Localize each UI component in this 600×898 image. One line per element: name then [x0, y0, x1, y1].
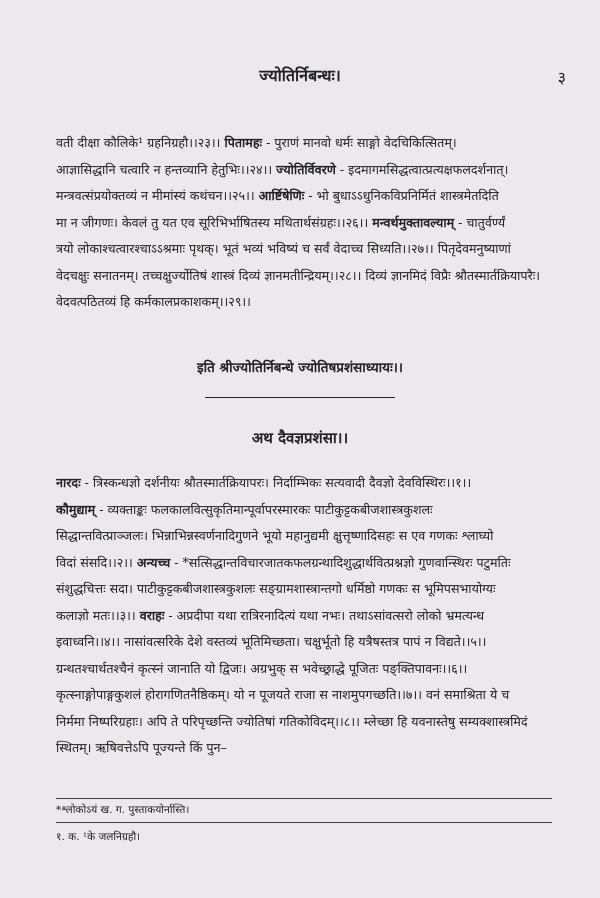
verse-text: आज्ञासिद्धानि चत्वारि न हन्तव्यानि हेतुभिः।।२४।।	[56, 161, 277, 177]
verse-text: - पुराणं मानवो धर्मः साङ्गो वेदचिकित्सितम्।	[262, 135, 457, 150]
text-line	[56, 656, 552, 683]
text-line	[56, 735, 552, 762]
source-label: अन्यच्च	[136, 554, 171, 570]
verse-text: - इदमागमसिद्धत्वात्प्रत्यक्षफलदर्शनात्।	[335, 161, 509, 177]
text-line	[56, 210, 552, 237]
running-title: ज्योतिर्निबन्धः।	[259, 66, 341, 85]
text-line	[56, 576, 552, 603]
source-label: वराहः	[139, 607, 165, 623]
verse-text: वेदचक्षुः सनातनम्। तच्चक्षुर्ज्योतिषं शास्त्रं दिव्यं ज्ञानमतीन्द्रियम्।।२८।। दिव्यं ज्ञानमिदं विप्रैः श्रौतस्मार्तक्रियापरैः।	[56, 267, 541, 283]
verse-text: - अप्रदीपा यथा रात्रिरनादित्यं यथा नभः। तथाऽसांवत्सरो लोको भ्रमत्यन्ध	[164, 607, 485, 623]
page-number: ३	[557, 68, 566, 87]
footnote-rule	[56, 822, 552, 823]
text-line	[56, 550, 552, 577]
verse-text: - त्रिस्कन्धज्ञो दर्शनीयः श्रौतस्मार्तक्रियापरः। निर्दाम्भिकः सत्यवादी दैवज्ञो देवविस्थिरः।।१।।	[80, 475, 472, 490]
verse-text: ग्रन्थतश्चार्थतश्चैनं कृत्स्नं जानाति यो द्विजः। अग्रभुक् स भवेच्छ्राद्धे पूजितः पङ्क्तिपावनः।।६।।	[56, 660, 468, 676]
verse-text: स्थितम्। ऋषिवत्तेऽपि पूज्यन्ते किं पुन–	[56, 740, 227, 755]
section-title: अथ दैवज्ञप्रशंसा।।	[251, 429, 349, 447]
text-line	[56, 263, 552, 290]
section-rule	[205, 397, 395, 398]
source-label: ज्योतिर्विवरणे	[276, 161, 336, 177]
text-line	[56, 603, 552, 630]
verse-text: - *सत्सिद्धान्तविचारजातकफलग्रन्थादिशुद्धार्थवित्प्रश्नज्ञो गुणवान्स्थिरः पटुमतिः	[170, 554, 511, 570]
verse-text: निर्ममा निष्परिग्रहाः। अपि ते परिपृच्छन्ति ज्योतिषां गतिकोविदम्।।८।। म्लेच्छा हि यवनास्तेषु सम्यक्शास्त्रमिदं	[56, 713, 528, 729]
verse-text: विदां संसदि।।२।।	[56, 554, 137, 570]
text-line	[56, 709, 552, 736]
text-line	[56, 130, 552, 157]
verse-text: त्रयो लोकाश्चत्वारश्चाऽऽश्रमाः पृथक्। भूतं भव्यं भविष्यं च सर्वं वेदाच्च सिध्यति।।२७।। पितृदेवमनुष्याणां	[56, 241, 511, 256]
verse-text: कृत्स्नाङ्गोपाङ्गकुशलं होरागणितनैष्ठिकम्। यो न पूजयते राजा स नाशमुपगच्छति।।७।। वनं समाश्रिता ये च	[56, 687, 510, 702]
footnote-star: *श्लोकोऽयं ख. ग. पुस्ताकयोर्नास्ति।	[56, 804, 190, 816]
text-line	[56, 289, 552, 316]
text-line	[56, 236, 552, 263]
text-line	[56, 157, 552, 184]
source-label: कौमुद्याम्	[56, 501, 96, 517]
verse-text: - भो बुधाऽऽधुनिकविप्रनिर्मितं शास्त्रमेतदिति	[304, 188, 499, 203]
footnote-one: १. क. ¹के जलनिग्रहौ।	[56, 831, 141, 843]
text-line	[56, 523, 552, 550]
verse-text: - चातुर्वर्ण्यं	[454, 214, 506, 230]
verse-block-daivajna-prashamsa	[56, 470, 552, 762]
text-line	[56, 682, 552, 709]
verse-text: वेदवत्पठितव्यं हि कर्मकालप्रकाशकम्।।२९।।	[56, 294, 251, 309]
verse-text: संशुद्धचित्तः सदा। पाटीकुट्टकबीजशास्त्रकुशलः सङ्ग्रामशास्त्रान्तगो धर्मिष्ठो गणकः स भूमिपसभायोग्यः	[56, 581, 496, 596]
source-label: मन्वर्थमुक्तावल्याम्	[372, 214, 455, 230]
verse-block-jyotisha-prashamsa	[56, 130, 552, 316]
source-label: आर्ष्टिषेणिः	[258, 188, 305, 203]
text-line	[56, 183, 552, 210]
verse-text: मन्त्रवत्संप्रयोक्तव्यं न मीमांस्यं कथंचन।।२५।।	[56, 188, 259, 203]
source-label: पितामहः	[224, 135, 263, 150]
chapter-colophon: इति श्रीज्योतिर्निबन्धे ज्योतिषप्रशंसाध्यायः।।	[197, 360, 403, 376]
verse-text: सिद्धान्तवित्प्राञ्जलः। भिन्नाभिन्नस्वर्णनादिगुणने भूयो महानुद्यमी क्षुत्तृष्णादिसहः स एव गणकः श्लाघ्यो	[56, 528, 494, 543]
verse-text: कलाज्ञो मतः।।३।।	[56, 607, 140, 623]
verse-text: - व्यक्ताङ्कः फलकालवित्सुकृतिमान्पूर्वापरस्मारकः पाटीकुट्टकबीजशास्त्रकुशलः	[95, 501, 433, 517]
verse-text: मा न जीगणः। केवलं तु यत एव सूरिभिर्भाषितस्य मथितार्थसंग्रहः।।२६।।	[56, 214, 373, 230]
footnote-divider	[56, 798, 552, 799]
text-line	[56, 470, 552, 497]
source-label: नारदः	[56, 475, 81, 490]
verse-text: वती दीक्षा कौलिके¹ ग्रहनिग्रहौ।।२३।।	[56, 135, 225, 150]
text-line	[56, 629, 552, 656]
verse-text: इवाध्वनि।।४।। नासांवत्सरिके देशे वस्तव्यं भूतिमिच्छता। चक्षुर्भूतो हि यत्रैषस्तत्र पापं न विद्यते।।५।।	[56, 634, 487, 649]
text-line	[56, 497, 552, 524]
